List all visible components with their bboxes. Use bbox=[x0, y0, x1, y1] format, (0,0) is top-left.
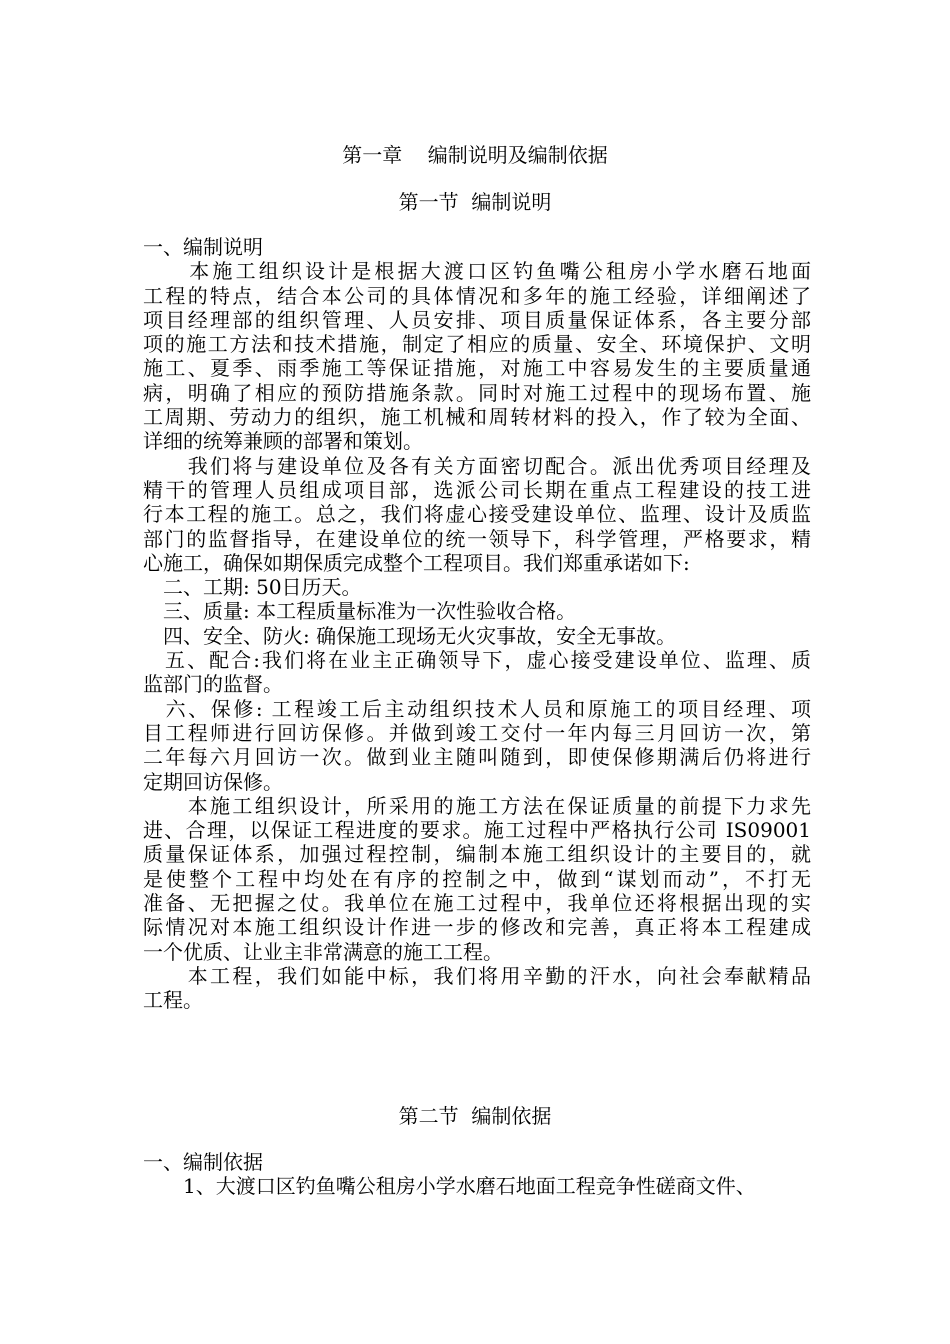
paragraph-line: 项的施工方法和技术措施，制定了相应的质量、安全、环境保护、文明 bbox=[143, 332, 811, 357]
paragraph bbox=[143, 964, 811, 1013]
section-1-heading: 一、编制说明 bbox=[143, 235, 263, 259]
paragraph-line: 本施工组织设计，所采用的施工方法在保证质量的前提下力求先 bbox=[143, 793, 811, 818]
paragraph-line: 监部门的监督。 bbox=[143, 672, 283, 697]
paragraph-line: 二、工期: 50日历天。 bbox=[143, 575, 362, 600]
section-2-body bbox=[143, 1150, 811, 1199]
paragraph-line: 一个优质、让业主非常满意的施工工程。 bbox=[143, 939, 503, 964]
paragraph-line: 详细的统筹兼顾的部署和策划。 bbox=[143, 429, 423, 454]
paragraph-line: 目工程师进行回访保修。并做到竣工交付一年内每三月回访一次，第 bbox=[143, 720, 811, 745]
paragraph bbox=[143, 697, 811, 794]
paragraph bbox=[143, 794, 811, 964]
paragraph-line: 际情况对本施工组织设计作进一步的修改和完善，真正将本工程建成 bbox=[143, 915, 811, 940]
paragraph-line: 工程。 bbox=[143, 988, 203, 1013]
paragraph bbox=[143, 599, 811, 623]
paragraph bbox=[143, 259, 811, 453]
section-title-1: 第一节 编制说明 bbox=[398, 190, 552, 214]
paragraph-line: 项目经理部的组织管理、人员安排、项目质量保证体系，各主要分部 bbox=[143, 307, 811, 332]
paragraph-line: 本施工组织设计是根据大渡口区钓鱼嘴公租房小学水磨石地面 bbox=[143, 259, 811, 284]
paragraph-line: 病，明确了相应的预防措施条款。同时对施工过程中的现场布置、施 bbox=[143, 380, 811, 405]
paragraph-line: 是使整个工程中均处在有序的控制之中，做到“谋划而动”，不打无 bbox=[143, 866, 811, 891]
paragraph-line: 工程的特点，结合本公司的具体情况和多年的施工经验，详细阐述了 bbox=[143, 283, 811, 308]
section-2-heading: 一、编制依据 bbox=[143, 1150, 263, 1174]
paragraph-line: 行本工程的施工。总之，我们将虚心接受建设单位、监理、设计及质监 bbox=[143, 502, 811, 527]
paragraph bbox=[143, 454, 811, 575]
paragraph-line: 本工程，我们如能中标，我们将用辛勤的汗水，向社会奉献精品 bbox=[143, 963, 811, 988]
paragraph-line: 工周期、劳动力的组织，施工机械和周转材料的投入，作了较为全面、 bbox=[143, 405, 811, 430]
section-1-paragraphs bbox=[143, 259, 811, 1012]
paragraph bbox=[143, 1174, 811, 1198]
section-1-body bbox=[143, 235, 811, 1013]
paragraph-line: 精干的管理人员组成项目部，选派公司长期在重点工程建设的技工进 bbox=[143, 477, 811, 502]
paragraph-line: 1、大渡口区钓鱼嘴公租房小学水磨石地面工程竞争性磋商文件、 bbox=[143, 1174, 756, 1199]
paragraph-line: 二年每六月回访一次。做到业主随叫随到，即使保修期满后仍将进行 bbox=[143, 745, 811, 770]
paragraph-line: 质量保证体系，加强过程控制，编制本施工组织设计的主要目的，就 bbox=[143, 842, 811, 867]
paragraph-line: 心施工，确保如期保质完成整个工程项目。我们郑重承诺如下: bbox=[143, 550, 690, 575]
paragraph-line: 四、安全、防火: 确保施工现场无火灾事故，安全无事故。 bbox=[143, 623, 677, 648]
paragraph-line: 进、合理，以保证工程进度的要求。施工过程中严格执行公司 IS09001 bbox=[143, 818, 811, 843]
paragraph-line: 定期回访保修。 bbox=[143, 769, 283, 794]
section-2-paragraphs bbox=[143, 1174, 811, 1198]
paragraph bbox=[143, 575, 811, 599]
chapter-title: 第一章 编制说明及编制依据 bbox=[342, 143, 608, 167]
paragraph-line: 六、保修: 工程竣工后主动组织技术人员和原施工的项目经理、项 bbox=[143, 696, 811, 721]
paragraph-line: 准备、无把握之仗。我单位在施工过程中，我单位还将根据出现的实 bbox=[143, 891, 811, 916]
paragraph bbox=[143, 648, 811, 697]
paragraph-line: 五、配合:我们将在业主正确领导下，虚心接受建设单位、监理、质 bbox=[143, 648, 811, 673]
paragraph-line: 施工、夏季、雨季施工等保证措施，对施工中容易发生的主要质量通 bbox=[143, 356, 811, 381]
section-title-2: 第二节 编制依据 bbox=[398, 1104, 552, 1128]
paragraph-line: 我们将与建设单位及各有关方面密切配合。派出优秀项目经理及 bbox=[143, 453, 811, 478]
paragraph-line: 部门的监督指导，在建设单位的统一领导下，科学管理，严格要求，精 bbox=[143, 526, 811, 551]
paragraph-line: 三、质量: 本工程质量标准为一次性验收合格。 bbox=[143, 599, 577, 624]
paragraph bbox=[143, 624, 811, 648]
